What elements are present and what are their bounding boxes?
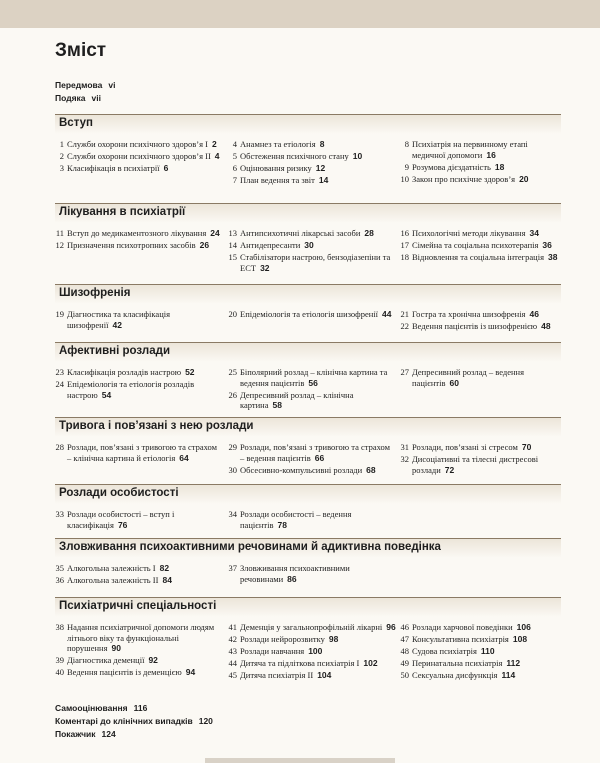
chapter-number: 18: [400, 252, 409, 262]
chapter-page: 90: [111, 643, 121, 653]
chapter-entry[interactable]: [55, 151, 223, 162]
contents-section: [55, 417, 561, 475]
chapter-entry[interactable]: [228, 367, 396, 388]
page-title: Зміст: [55, 40, 107, 61]
chapter-page: 114: [501, 670, 516, 680]
chapter-title: Ведення пацієнтів із шизофренією: [412, 321, 538, 331]
contents-section: [55, 284, 561, 331]
chapter-title: Сімейна та соціальна психотерапія: [412, 240, 539, 250]
chapter-entry[interactable]: [55, 139, 223, 150]
toc-column: [228, 622, 396, 682]
chapter-number: 14: [228, 240, 237, 250]
chapter-title: Оцінювання ризику: [240, 163, 312, 173]
chapter-number: 2: [59, 151, 64, 161]
chapter-number: 34: [228, 509, 237, 519]
chapter-page: 58: [272, 400, 282, 410]
chapter-title: Призначення психотропних засобів: [67, 240, 196, 250]
chapter-title: Обсесивно-компульсивні розлади: [240, 464, 363, 475]
toc-column: [228, 367, 396, 412]
chapter-entry[interactable]: [55, 163, 223, 174]
chapter-title: Біполярний розлад – клінічна картина та ведення пацієнтів: [240, 367, 388, 388]
chapter-entry[interactable]: [400, 454, 561, 475]
chapter-number: 35: [55, 563, 64, 573]
chapter-number: 15: [228, 252, 237, 262]
section-title: Тривога і пов’язані з нею розлади: [59, 420, 254, 432]
section-header: [55, 417, 561, 437]
toc-column: [400, 228, 561, 264]
chapter-entry[interactable]: [400, 162, 561, 173]
chapter-entry[interactable]: [228, 175, 396, 186]
chapter-page: 56: [308, 377, 318, 388]
chapter-title: Відновлення та соціальна інтеграція: [412, 252, 544, 262]
chapter-number: 42: [228, 634, 237, 644]
chapter-number: 20: [228, 309, 237, 319]
chapter-entry[interactable]: [400, 228, 561, 239]
chapter-title: Закон про психічне здоров’я: [412, 173, 516, 184]
section-header: [55, 203, 561, 223]
chapter-number: 29: [228, 442, 237, 452]
chapter-number: 33: [55, 509, 64, 519]
contents-section: [55, 484, 561, 530]
chapter-entry[interactable]: [228, 240, 396, 251]
section-title: Зловживання психоактивними речовинами й адиктивна поведінка: [59, 541, 441, 553]
chapter-number: 24: [55, 379, 64, 389]
section-header: [55, 538, 561, 558]
chapter-number: 22: [400, 321, 409, 331]
chapter-page: 82: [159, 563, 170, 573]
chapter-page: 70: [521, 442, 532, 452]
chapter-entry[interactable]: [55, 509, 223, 530]
toc-column: [228, 228, 396, 275]
chapter-page: 110: [480, 646, 495, 656]
contents-section: [55, 203, 561, 273]
toc-column: [400, 139, 561, 186]
toc-column: [228, 563, 396, 586]
chapter-entry[interactable]: [55, 575, 223, 586]
chapter-page: 30: [304, 240, 314, 250]
chapter-page: 18: [494, 161, 505, 172]
chapter-entry[interactable]: [228, 646, 396, 657]
chapter-entry[interactable]: [400, 634, 561, 645]
chapter-page: 20: [519, 173, 529, 184]
chapter-number: 11: [55, 228, 64, 238]
chapter-entry[interactable]: [55, 379, 223, 400]
chapter-page: 98: [328, 634, 339, 644]
contents-section: [55, 597, 561, 680]
chapter-title: Служби охорони психічного здоров’я I: [67, 139, 208, 149]
chapter-title: Судова психіатрія: [412, 646, 477, 656]
chapter-page: 64: [179, 452, 189, 463]
chapter-page: 84: [162, 575, 172, 585]
chapter-number: 41: [228, 622, 237, 632]
chapter-entry[interactable]: [55, 228, 223, 239]
chapter-title: Епідеміологія та етіологія розладів настрою: [67, 379, 195, 400]
chapter-number: 36: [55, 575, 64, 585]
toc-column: [228, 139, 396, 187]
back-matter-entry[interactable]: [55, 703, 147, 713]
chapter-number: 17: [400, 240, 409, 250]
chapter-page: 12: [315, 163, 326, 173]
chapter-title: Епідеміологія та етіологія шизофренії: [240, 309, 378, 319]
entry-page: 116: [133, 703, 148, 713]
chapter-entry[interactable]: [55, 367, 223, 378]
chapter-title: Дитяча та підліткова психіатрія I: [240, 658, 360, 668]
chapter-number: 39: [55, 655, 64, 665]
chapter-entry[interactable]: [400, 622, 561, 633]
chapter-page: 24: [210, 228, 220, 238]
chapter-title: Психіатрія на первинному етапі медичної допомоги: [412, 139, 528, 160]
chapter-entry[interactable]: [228, 622, 396, 633]
chapter-page: 102: [363, 658, 378, 668]
chapter-number: 50: [400, 670, 409, 680]
chapter-page: 86: [287, 573, 297, 584]
toc-column: [55, 442, 223, 465]
toc-column: [228, 442, 396, 477]
chapter-title: Психологічні методи лікування: [412, 228, 526, 238]
chapter-entry[interactable]: [228, 163, 396, 174]
chapter-entry[interactable]: [228, 309, 396, 320]
chapter-title: Класифікація в психіатрії: [67, 163, 160, 173]
chapter-entry[interactable]: [400, 670, 561, 681]
chapter-title: Дисоціативні та тілесні дистресові розлади: [412, 454, 539, 475]
chapter-page: 108: [512, 634, 528, 644]
chapter-title: Ведення пацієнтів із деменцією: [67, 667, 182, 677]
chapter-number: 1: [59, 139, 64, 149]
section-header: [55, 342, 561, 362]
chapter-entry[interactable]: [228, 139, 396, 150]
chapter-page: 106: [516, 622, 531, 632]
toc-column: [400, 367, 561, 390]
chapter-entry[interactable]: [228, 442, 396, 463]
entry-title: Самооцінювання: [55, 703, 128, 713]
chapter-title: Антипсихотичні лікарські засоби: [240, 228, 361, 238]
chapter-number: 30: [228, 464, 237, 475]
chapter-page: 104: [317, 670, 332, 680]
toc-column: [55, 309, 223, 332]
chapter-number: 21: [400, 309, 409, 319]
chapter-entry[interactable]: [228, 465, 396, 476]
chapter-title: Анамнез та етіологія: [240, 139, 316, 149]
section-title: Розлади особистості: [59, 487, 179, 499]
chapter-number: 25: [228, 367, 237, 377]
chapter-title: Розлади нейророзвитку: [240, 634, 325, 644]
chapter-title: Розлади, пов’язані з тривогою та страхом – клінічна картина й етіологія: [67, 442, 218, 463]
toc-column: [55, 622, 223, 679]
chapter-number: 44: [228, 658, 237, 668]
front-matter-entry[interactable]: [55, 80, 115, 90]
toc-column: [55, 509, 223, 532]
entry-title: Передмова: [55, 80, 103, 90]
contents-section: [55, 538, 561, 585]
chapter-number: 13: [228, 228, 237, 238]
chapter-page: 96: [386, 622, 396, 632]
section-header: [55, 284, 561, 304]
chapter-number: 12: [55, 240, 64, 250]
chapter-number: 27: [400, 367, 409, 377]
chapter-page: 28: [364, 228, 374, 238]
chapter-number: 10: [400, 173, 409, 184]
entry-page: vi: [108, 80, 116, 90]
chapter-title: Розлади особистості – вступ і класифікація: [67, 509, 175, 530]
chapter-page: 2: [211, 139, 217, 149]
chapter-entry[interactable]: [228, 390, 396, 411]
chapter-title: Зловживання психоактивними речовинами: [240, 563, 350, 584]
contents-section: [55, 114, 561, 185]
chapter-page: 48: [541, 321, 551, 331]
chapter-number: 7: [232, 175, 237, 185]
chapter-entry[interactable]: [228, 634, 396, 645]
chapter-number: 32: [400, 454, 409, 464]
chapter-number: 6: [232, 163, 237, 173]
chapter-title: Сексуальна дисфункція: [412, 670, 498, 680]
chapter-page: 76: [117, 519, 128, 530]
chapter-page: 60: [449, 377, 459, 388]
chapter-number: 28: [55, 442, 64, 452]
chapter-entry[interactable]: [228, 509, 396, 530]
chapter-title: Діагностика деменції: [67, 655, 145, 665]
chapter-entry[interactable]: [55, 655, 223, 666]
chapter-page: 4: [214, 151, 220, 161]
section-title: Шизофренія: [59, 287, 131, 299]
chapter-entry[interactable]: [55, 442, 223, 463]
chapter-number: 47: [400, 634, 409, 644]
chapter-number: 9: [404, 161, 409, 172]
chapter-title: Розлади особистості – ведення пацієнтів: [240, 509, 352, 530]
chapter-entry[interactable]: [400, 240, 561, 251]
section-title: Вступ: [59, 117, 93, 129]
chapter-entry[interactable]: [400, 309, 561, 320]
section-title: Афективні розлади: [59, 345, 171, 357]
toc-column: [400, 309, 561, 333]
toc-column: [228, 309, 396, 321]
chapter-title: Деменція у загальнопрофільній лікарні: [240, 622, 383, 632]
chapter-entry[interactable]: [400, 139, 561, 160]
chapter-number: 3: [59, 163, 64, 173]
section-title: Лікування в психіатрії: [59, 206, 186, 218]
chapter-number: 45: [228, 670, 237, 680]
chapter-title: Перинатальна психіатрія: [412, 658, 503, 668]
chapter-title: Розлади навчання: [240, 646, 305, 656]
chapter-title: Дитяча психіатрія II: [240, 670, 314, 680]
chapter-title: Консультативна психіатрія: [412, 634, 509, 644]
chapter-page: 68: [366, 464, 376, 475]
contents-section: [55, 342, 561, 410]
chapter-entry[interactable]: [55, 667, 223, 678]
chapter-title: Депресивний розлад – ведення пацієнтів: [412, 367, 524, 388]
chapter-title: Надання психіатричної допомоги людям літнього віку та функціональні порушення: [67, 622, 215, 653]
chapter-entry[interactable]: [228, 252, 396, 273]
chapter-number: 38: [55, 622, 64, 632]
chapter-page: 14: [318, 175, 329, 185]
chapter-number: 16: [400, 228, 409, 238]
section-header: [55, 597, 561, 617]
back-matter-entry[interactable]: [55, 729, 116, 739]
chapter-title: Депресивний розлад – клінічна картина: [240, 389, 354, 410]
chapter-title: Алкогольна залежність II: [67, 575, 159, 585]
chapter-number: 49: [400, 658, 409, 668]
chapter-page: 78: [277, 519, 287, 530]
entry-page: 124: [101, 729, 116, 739]
chapter-page: 72: [444, 464, 455, 475]
chapter-title: Обстеження психічного стану: [240, 151, 349, 161]
chapter-page: 6: [163, 163, 169, 173]
chapter-title: Антидепресанти: [240, 240, 301, 250]
entry-title: Подяка: [55, 93, 86, 103]
chapter-page: 8: [319, 139, 325, 149]
chapter-number: 19: [55, 309, 64, 319]
chapter-title: Діагностика та класифікація шизофренії: [67, 309, 171, 330]
chapter-entry[interactable]: [400, 658, 561, 669]
chapter-entry[interactable]: [55, 563, 223, 574]
chapter-page: 100: [308, 646, 323, 656]
chapter-entry[interactable]: [55, 309, 223, 330]
chapter-number: 37: [228, 563, 237, 573]
chapter-title: Розлади, пов’язані з тривогою та страхом – ведення пацієнтів: [240, 442, 391, 463]
toc-column: [228, 509, 396, 532]
chapter-entry[interactable]: [400, 174, 561, 185]
entry-page: vii: [91, 93, 101, 103]
chapter-number: 4: [232, 139, 237, 149]
chapter-title: Розумова дієздатність: [412, 161, 491, 172]
chapter-number: 48: [400, 646, 409, 656]
chapter-entry[interactable]: [400, 442, 561, 453]
chapter-page: 94: [185, 667, 196, 677]
section-header: [55, 114, 561, 134]
chapter-title: Алкогольна залежність I: [67, 563, 156, 573]
chapter-entry[interactable]: [400, 252, 561, 263]
toc-column: [55, 228, 223, 252]
chapter-title: Розлади, пов’язані зі стресом: [412, 442, 518, 452]
chapter-title: Класифікація розладів настрою: [67, 367, 182, 377]
chapter-number: 46: [400, 622, 409, 632]
chapter-number: 43: [228, 646, 237, 656]
chapter-number: 26: [228, 389, 237, 400]
chapter-title: План ведення та звіт: [240, 175, 315, 185]
chapter-page: 16: [486, 149, 496, 160]
chapter-page: 66: [314, 452, 325, 463]
chapter-title: Вступ до медикаментозного лікування: [67, 228, 207, 238]
chapter-page: 52: [185, 367, 195, 377]
entry-title: Покажчик: [55, 729, 96, 739]
chapter-title: Розлади харчової поведінки: [412, 622, 513, 632]
top-band: [0, 0, 600, 28]
front-matter-entry[interactable]: [55, 93, 101, 103]
chapter-page: 38: [548, 252, 558, 262]
chapter-entry[interactable]: [55, 240, 223, 251]
chapter-page: 10: [352, 151, 363, 161]
chapter-page: 34: [529, 228, 539, 238]
chapter-page: 54: [101, 389, 112, 400]
chapter-title: Служби охорони психічного здоров’я II: [67, 151, 211, 161]
chapter-number: 5: [232, 151, 237, 161]
section-header: [55, 484, 561, 504]
chapter-title: Стабілізатори настрою, бензодіазепіни та ЕСТ: [240, 252, 391, 273]
entry-page: 120: [198, 716, 213, 726]
chapter-entry[interactable]: [55, 622, 223, 654]
chapter-entry[interactable]: [228, 151, 396, 162]
chapter-number: 31: [400, 442, 409, 452]
chapter-number: 8: [404, 139, 409, 149]
chapter-entry[interactable]: [400, 367, 561, 388]
chapter-title: Гостра та хронічна шизофренія: [412, 309, 526, 319]
chapter-page: 42: [112, 319, 122, 330]
toc-column: [55, 563, 223, 587]
chapter-entry[interactable]: [228, 658, 396, 669]
footer-mark: [205, 758, 395, 763]
chapter-number: 23: [55, 367, 64, 377]
chapter-page: 26: [199, 240, 210, 250]
chapter-page: 46: [529, 309, 539, 319]
chapter-number: 40: [55, 667, 64, 677]
chapter-page: 36: [542, 240, 552, 250]
chapter-page: 92: [148, 655, 158, 665]
section-title: Психіатричні спеціальності: [59, 600, 217, 612]
chapter-entry[interactable]: [400, 646, 561, 657]
back-matter-entry[interactable]: [55, 716, 213, 726]
toc-column: [55, 139, 223, 175]
chapter-entry[interactable]: [228, 670, 396, 681]
chapter-page: 32: [260, 262, 270, 273]
toc-column: [400, 622, 561, 682]
chapter-entry[interactable]: [228, 563, 396, 584]
toc-column: [55, 367, 223, 402]
chapter-page: 44: [381, 309, 392, 319]
toc-column: [400, 442, 561, 477]
chapter-entry[interactable]: [228, 228, 396, 239]
chapter-entry[interactable]: [400, 321, 561, 332]
entry-title: Коментарі до клінічних випадків: [55, 716, 193, 726]
chapter-page: 112: [506, 658, 521, 668]
